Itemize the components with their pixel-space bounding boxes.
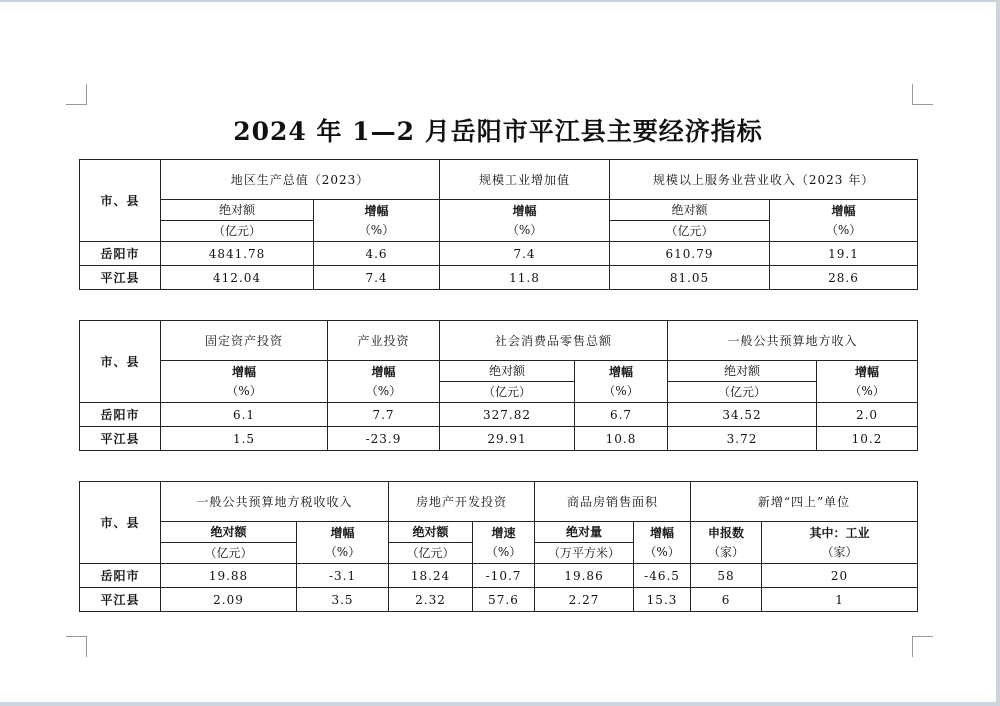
header-budget-growth: 增幅 （%） xyxy=(817,361,918,403)
cell: 19.1 xyxy=(770,242,918,266)
window-right-edge xyxy=(996,0,1000,706)
header-realestate-speed: 增速 （%） xyxy=(473,522,535,564)
header-units-industrial: 其中：工业 （家） xyxy=(762,522,918,564)
cell: 18.24 xyxy=(389,564,473,588)
table-investment-retail-budget xyxy=(79,320,918,451)
cell: 2.32 xyxy=(389,588,473,612)
city-pingjiang: 平江县 xyxy=(80,427,161,451)
group-budget-revenue: 一般公共预算地方收入 xyxy=(668,321,918,361)
city-pingjiang: 平江县 xyxy=(80,588,161,612)
cell: 2.27 xyxy=(535,588,634,612)
table-row xyxy=(80,564,918,588)
group-retail-sales: 社会消费品零售总额 xyxy=(440,321,668,361)
cell: -23.9 xyxy=(328,427,440,451)
cell: -3.1 xyxy=(297,564,389,588)
table-row xyxy=(80,266,918,290)
cell: 81.05 xyxy=(610,266,770,290)
cell: 57.6 xyxy=(473,588,535,612)
header-fixed-growth: 增幅 （%） xyxy=(161,361,328,403)
cell: 11.8 xyxy=(440,266,610,290)
crop-mark-bottom-left xyxy=(66,636,87,657)
cell: 20 xyxy=(762,564,918,588)
header-units-reported: 申报数 （家） xyxy=(691,522,762,564)
header-budget-absolute: 绝对额 xyxy=(668,361,817,382)
unit-retail-absolute: （亿元） xyxy=(440,382,575,403)
page-title: 2024 年 1—2 月岳阳市平江县主要经济指标 xyxy=(233,117,763,146)
group-real-estate-investment: 房地产开发投资 xyxy=(389,482,535,522)
cell: 29.91 xyxy=(440,427,575,451)
unit-tax-absolute: （亿元） xyxy=(161,543,297,564)
unit-housing-absolute: （万平方米） xyxy=(535,543,634,564)
cell: 3.5 xyxy=(297,588,389,612)
cell: 28.6 xyxy=(770,266,918,290)
cell: 19.86 xyxy=(535,564,634,588)
city-yueyang: 岳阳市 xyxy=(80,403,161,427)
unit-realestate-absolute: （亿元） xyxy=(389,543,473,564)
cell: 7.4 xyxy=(314,266,440,290)
table-row xyxy=(80,427,918,451)
unit-service-absolute: （亿元） xyxy=(610,221,770,242)
group-industrial-investment: 产业投资 xyxy=(328,321,440,361)
row-header: 市、县 xyxy=(80,321,161,403)
cell: 2.09 xyxy=(161,588,297,612)
crop-mark-bottom-right xyxy=(912,636,933,657)
cell: 610.79 xyxy=(610,242,770,266)
cell: 34.52 xyxy=(668,403,817,427)
group-service-revenue: 规模以上服务业营业收入（2023 年） xyxy=(610,160,918,200)
header-tax-absolute: 绝对额 xyxy=(161,522,297,543)
city-yueyang: 岳阳市 xyxy=(80,242,161,266)
cell: 10.8 xyxy=(575,427,668,451)
cell: 7.7 xyxy=(328,403,440,427)
header-retail-absolute: 绝对额 xyxy=(440,361,575,382)
cell: 1.5 xyxy=(161,427,328,451)
group-new-units: 新增“四上”单位 xyxy=(691,482,918,522)
city-yueyang: 岳阳市 xyxy=(80,564,161,588)
unit-gdp-absolute: （亿元） xyxy=(161,221,314,242)
header-service-growth: 增幅 （%） xyxy=(770,200,918,242)
cell: 2.0 xyxy=(817,403,918,427)
unit-budget-absolute: （亿元） xyxy=(668,382,817,403)
header-gdp-growth: 增幅 （%） xyxy=(314,200,440,242)
header-retail-growth: 增幅 （%） xyxy=(575,361,668,403)
cell: 15.3 xyxy=(634,588,691,612)
group-tax-revenue: 一般公共预算地方税收收入 xyxy=(161,482,389,522)
city-pingjiang: 平江县 xyxy=(80,266,161,290)
row-header: 市、县 xyxy=(80,482,161,564)
group-fixed-asset-investment: 固定资产投资 xyxy=(161,321,328,361)
header-realestate-absolute: 绝对额 xyxy=(389,522,473,543)
header-service-absolute: 绝对额 xyxy=(610,200,770,221)
cell: 7.4 xyxy=(440,242,610,266)
row-header: 市、县 xyxy=(80,160,161,242)
table-row xyxy=(80,242,918,266)
table-gdp-industry-services xyxy=(79,159,918,290)
crop-mark-top-left xyxy=(66,84,87,105)
cell: 1 xyxy=(762,588,918,612)
cell: 6.1 xyxy=(161,403,328,427)
group-housing-sales-area: 商品房销售面积 xyxy=(535,482,691,522)
header-gdp-absolute: 绝对额 xyxy=(161,200,314,221)
header-industry-growth: 增幅 （%） xyxy=(440,200,610,242)
cell: 412.04 xyxy=(161,266,314,290)
cell: 6 xyxy=(691,588,762,612)
group-gdp: 地区生产总值（2023） xyxy=(161,160,440,200)
cell: 4.6 xyxy=(314,242,440,266)
window-bottom-edge xyxy=(0,702,1000,706)
table-tax-realestate-units xyxy=(79,481,918,612)
cell: 4841.78 xyxy=(161,242,314,266)
header-housing-growth: 增幅 （%） xyxy=(634,522,691,564)
header-housing-absolute: 绝对量 xyxy=(535,522,634,543)
window-top-edge xyxy=(0,0,1000,2)
cell: 3.72 xyxy=(668,427,817,451)
header-industrial-growth: 增幅 （%） xyxy=(328,361,440,403)
crop-mark-top-right xyxy=(912,84,933,105)
cell: 58 xyxy=(691,564,762,588)
header-tax-growth: 增幅 （%） xyxy=(297,522,389,564)
table-row xyxy=(80,588,918,612)
cell: -46.5 xyxy=(634,564,691,588)
table-row xyxy=(80,403,918,427)
cell: -10.7 xyxy=(473,564,535,588)
cell: 10.2 xyxy=(817,427,918,451)
group-industry-value-added: 规模工业增加值 xyxy=(440,160,610,200)
cell: 6.7 xyxy=(575,403,668,427)
cell: 327.82 xyxy=(440,403,575,427)
cell: 19.88 xyxy=(161,564,297,588)
